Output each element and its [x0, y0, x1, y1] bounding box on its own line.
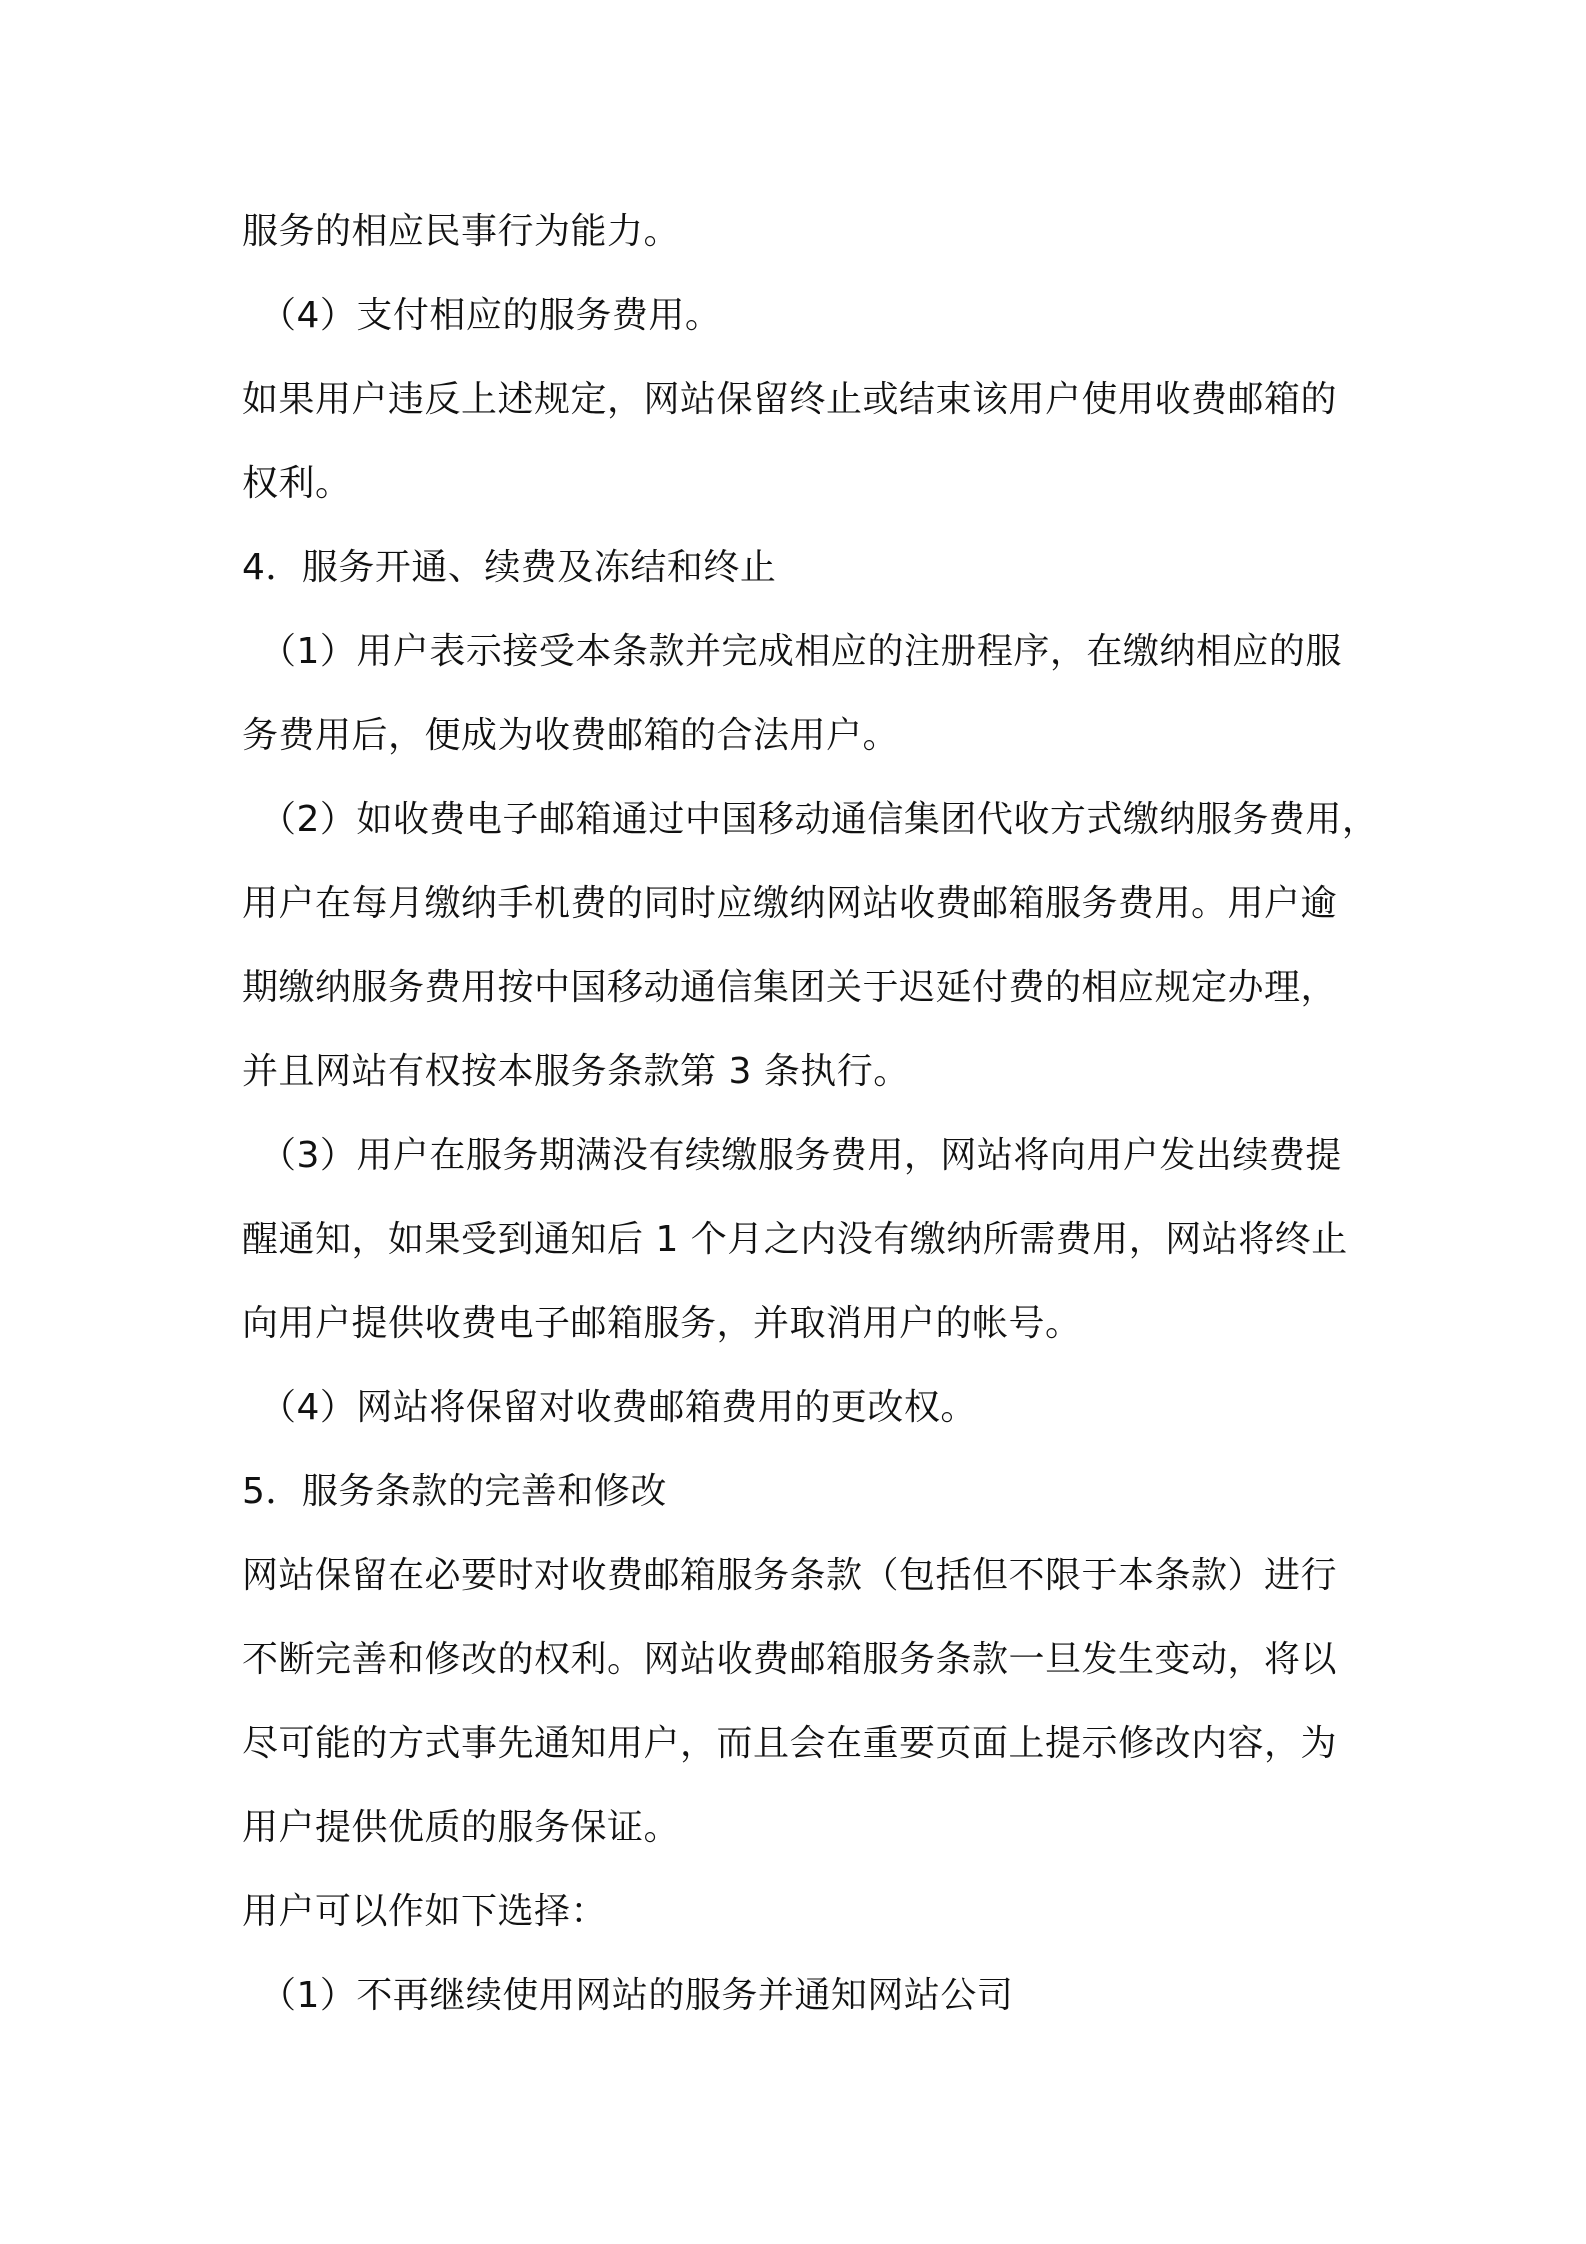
- text-line: 不断完善和修改的权利。网站收费邮箱服务条款一旦发生变动，将以: [242, 1639, 1338, 1680]
- text-line: 网站保留在必要时对收费邮箱服务条款（包括但不限于本条款）进行: [242, 1555, 1338, 1596]
- text-line: 用户提供优质的服务保证。: [242, 1807, 681, 1848]
- text-line: （4）网站将保留对收费邮箱费用的更改权。: [260, 1387, 977, 1428]
- text-line: （3）用户在服务期满没有续缴服务费用，网站将向用户发出续费提: [260, 1135, 1342, 1176]
- text-line: 尽可能的方式事先通知用户，而且会在重要页面上提示修改内容，为: [242, 1723, 1338, 1764]
- text-line: （1）用户表示接受本条款并完成相应的注册程序，在缴纳相应的服: [260, 631, 1342, 672]
- text-line: 期缴纳服务费用按中国移动通信集团关于迟延付费的相应规定办理，: [242, 967, 1338, 1008]
- text-line: 用户可以作如下选择：: [242, 1891, 608, 1932]
- text-line: 并且网站有权按本服务条款第 3 条执行。: [242, 1051, 910, 1092]
- text-line: 权利。: [242, 463, 352, 504]
- text-line: （4）支付相应的服务费用。: [260, 295, 722, 336]
- text-line: （2）如收费电子邮箱通过中国移动通信集团代收方式缴纳服务费用，: [260, 799, 1379, 840]
- document-body: [242, 190, 1379, 2038]
- text-line: 醒通知，如果受到通知后 1 个月之内没有缴纳所需费用，网站将终止: [242, 1219, 1348, 1260]
- section-heading: 5．服务条款的完善和修改: [242, 1471, 667, 1512]
- text-line: 服务的相应民事行为能力。: [242, 211, 681, 252]
- text-line: 向用户提供收费电子邮箱服务，并取消用户的帐号。: [242, 1303, 1082, 1344]
- text-line: （1）不再继续使用网站的服务并通知网站公司: [260, 1975, 1014, 2016]
- text-line: 务费用后，便成为收费邮箱的合法用户。: [242, 715, 900, 756]
- section-heading: 4．服务开通、续费及冻结和终止: [242, 547, 777, 588]
- text-line: 用户在每月缴纳手机费的同时应缴纳网站收费邮箱服务费用。用户逾: [242, 883, 1338, 924]
- text-line: 如果用户违反上述规定，网站保留终止或结束该用户使用收费邮箱的: [242, 379, 1338, 420]
